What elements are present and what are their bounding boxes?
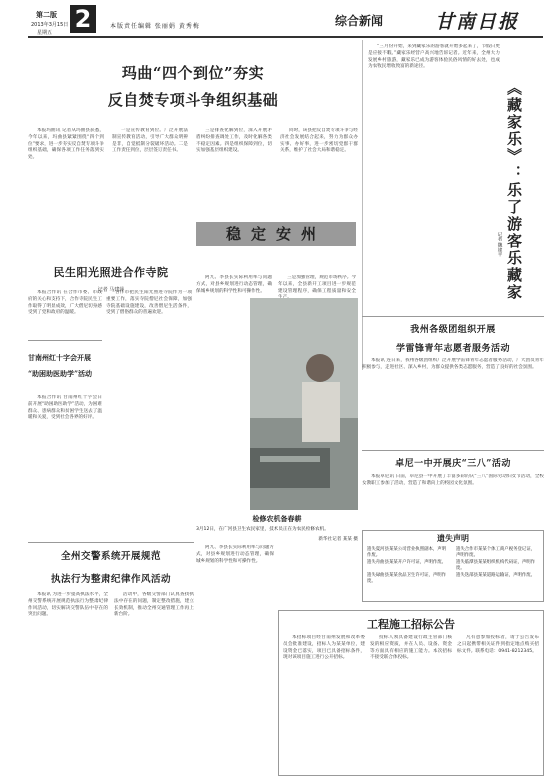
bottom-mid-col-text: 阿九、李县长实际利用率与问题方式，对县乡规划进行动态管理，确保城乡规划的科学性和可操作性。	[196, 545, 274, 564]
tender-box	[278, 610, 544, 776]
volunteer-article	[362, 322, 544, 354]
lead-title-line1: 玛曲“四个到位”夯实	[121, 64, 265, 82]
lead-col-1-text: 本报玛曲讯 记者从玛曲县获悉，今年以来，玛曲县紧紧围绕“四个到位”要求，进一步夯实反自焚专项斗争组织基础，确保各项工作任务落到实处。	[28, 128, 104, 161]
lead-title-line2: 反自焚专项斗争组织基础	[107, 91, 279, 109]
traffic-col-1	[28, 592, 108, 770]
volunteer-title-line2: 学雷锋青年志愿者服务活动	[395, 344, 510, 354]
traffic-article	[28, 548, 194, 585]
photo-illustration	[250, 298, 358, 510]
lead-col-1	[28, 128, 104, 246]
volunteer-rule	[362, 316, 544, 317]
section-title: 综合新闻	[335, 14, 384, 28]
feature-body-text: “三月份开始，来到藏家乐的游客就开始多起来了，节假日更是应接不暇。”藏家乐经营户高兴地告诉记者。近年来，全州大力发展乡村旅游，藏家乐已成为游客体验民俗风情的好去处，也成为农牧民增收致富的新途径。	[368, 44, 500, 70]
temple-byline: 记者 马建萍	[97, 287, 125, 293]
tender-col-3-text: 凡有意参加投标者，请于公告发布之日起携带相关证件到指定地点购买招标文件。联系电话：0941-8212345。	[457, 635, 539, 654]
volunteer-title-line1: 我州各级团组织开展	[410, 325, 496, 335]
temple-title: 民生阳光照进合作寺院	[53, 266, 169, 279]
lead-col-4-text: 同时，该县把反自焚专项斗争与经济社会发展结合起来，努力为群众办实事、办好事，进一步密切党群干群关系，维护了社会大局和谐稳定。	[280, 128, 358, 154]
photo-caption-title: 检修农机备春耕	[252, 514, 302, 523]
page-number: 2	[74, 5, 92, 33]
womens-day-body-text: 本报卓尼讯 日前，卓尼县一中开展了丰富多彩的庆“三八”国际劳动妇女节活动，全校女教职工参加了活动，营造了和谐向上的校园文化氛围。	[362, 474, 544, 486]
header-rule	[28, 36, 543, 38]
lost-notice-item: 遗失迭部县某某道路运输证，声明作废。	[456, 573, 536, 578]
womens-day-title: 卓尼一中开展庆“三八”活动	[395, 459, 511, 469]
redcross-body-text: 本报合作讯 甘南州红十字会日前开展“助困助医助学”活动，为困难群众、患病群众和贫困学生送去了温暖和关爱，受到社会各界的好评。	[28, 395, 102, 421]
stability-article	[196, 252, 356, 268]
lead-col-2-text: 一是宣传教育到位。广泛开展法制宣传教育活动，引导广大群众明辨是非，自觉抵制分裂破坏活动。二是工作责任到位，层层签订责任书。	[112, 128, 188, 154]
stability-banner	[196, 222, 356, 246]
page-number-badge	[70, 5, 96, 33]
redcross-title-line1: 甘南州红十字会开展	[28, 353, 91, 362]
temple-col-2-text: 合作市把民生阳光照进寺院作为一项重要工作，落实寺院僧尼社会保障，加强寺院基础设施建设，改善僧尼生活条件，受到了僧俗群众的普遍欢迎。	[106, 290, 192, 316]
lead-col-3-text: 三是排查化解到位，深入开展矛盾纠纷排查调处工作，及时化解各类不稳定因素。四是组织保障到位，切实加强基层组织建设。	[196, 128, 272, 154]
traffic-title-line1: 全州交警系统开展规范	[60, 551, 161, 562]
redcross-rule	[28, 340, 102, 341]
tender-col-1	[283, 635, 365, 771]
lost-notice-item: 遗失舟曲县某某开户许可证，声明作废。	[367, 560, 447, 565]
right-column-divider	[362, 40, 363, 370]
tender-title: 工程施工招标公告	[367, 618, 455, 631]
redcross-body	[28, 395, 102, 505]
volunteer-body-text: 本报讯 连日来，我州各级团组织广泛开展学雷锋青年志愿者服务活动，广大团员青年积极参与，走进社区、深入乡村，为群众提供各类志愿服务，营造了良好的社会氛围。	[362, 358, 544, 370]
lost-notice-item: 遗失碌曲县某某食品卫生许可证，声明作废。	[367, 573, 447, 584]
feature-title-box	[504, 80, 544, 320]
page-editors: 本版责任编辑 张丽娟 黄秀梅	[110, 23, 200, 30]
page-header	[0, 0, 550, 40]
redcross-article	[28, 340, 102, 379]
lead-col-2	[112, 128, 188, 246]
temple-col-1-text: 本报合作讯 在合作市委、市政府的关心和支持下，合作寺院民生工作取得了明显成效，广大僧尼切身感受到了党和政府的温暖。	[28, 290, 102, 316]
bottom-left-rule	[28, 542, 194, 543]
lost-notice-box	[362, 530, 544, 602]
redcross-title-line2: “助困助医助学”活动	[28, 369, 93, 378]
feature-title: 《藏家乐》：乐了游客乐藏家	[505, 80, 523, 301]
tender-col-2	[370, 635, 452, 771]
photo-caption	[196, 514, 358, 542]
news-photo	[250, 298, 358, 510]
traffic-title-line2: 执法行为整肃纪律作风活动	[50, 574, 171, 585]
traffic-col-2	[114, 592, 194, 770]
masthead-logo: 甘南日报	[435, 11, 520, 33]
lost-notice-item: 遗失临潭县某某组织机构代码证，声明作废。	[456, 560, 536, 571]
womens-day-rule	[362, 450, 544, 451]
tender-col-2-text: 投标人须具备建设行政主管部门核发的相应资质，并在人员、设备、资金等方面具有相应的施工能力。本次招标不接受联合体投标。	[370, 635, 452, 661]
temple-col-2	[106, 290, 192, 450]
photo-caption-text: 3月12日，在广河县卫生农民家里，技术员正在为农民检修农机。	[196, 527, 329, 532]
traffic-col-1-text: 本报讯 为进一步提高执法水平，全州交警系统开展规范执法行为整肃纪律作风活动，切实解决交警队伍中存在的突出问题。	[28, 592, 108, 618]
tender-col-3	[457, 635, 539, 771]
issue-weekday: 星期五	[37, 30, 53, 36]
feature-author: 记者 魏建平	[497, 232, 502, 257]
lost-notice-title: 遗失声明	[437, 533, 469, 543]
lost-notice-item: 遗失夏河县某某公司营业执照副本，声明作废。	[367, 547, 447, 558]
lost-notice-list	[363, 544, 543, 588]
lost-notice-item: 遗失合作市某某个体工商户税务登记证，声明作废。	[456, 547, 536, 558]
feature-body	[368, 44, 500, 314]
stability-banner-text: 稳定安州	[225, 225, 326, 243]
traffic-col-2-text: 活动中，各级交警部门认真查找执法中存在的问题，制定整改措施，建立长效机制，推动全州交通管理工作再上新台阶。	[114, 592, 194, 618]
womens-day-body	[362, 474, 544, 534]
middle-article-col-1-text: 阿九、李县长实际利用率与问题方式，对县乡规划进行动态管理，确保城乡规划的科学性和可操作性。	[196, 275, 272, 294]
issue-date: 2013年3月15日	[31, 22, 69, 28]
temple-article	[28, 250, 194, 293]
middle-article-col-2-text: 三是加强管理，规范市场秩序。今年以来，全县新开工项目进一步规范建设管理程序，确保工程质量和安全	[278, 275, 356, 294]
photo-credit: 新华社记者 某某 摄	[318, 536, 358, 542]
page-label: 第二版	[36, 11, 57, 19]
bottom-mid-col	[196, 545, 274, 770]
tender-col-1-text: 本招标项目经甘南州发展和改革委员会批准建设，招标人为某某单位，建设资金已落实，项目已具备招标条件，现对该项目施工进行公开招标。	[283, 635, 365, 661]
volunteer-body	[362, 358, 544, 448]
lead-article	[28, 40, 358, 218]
